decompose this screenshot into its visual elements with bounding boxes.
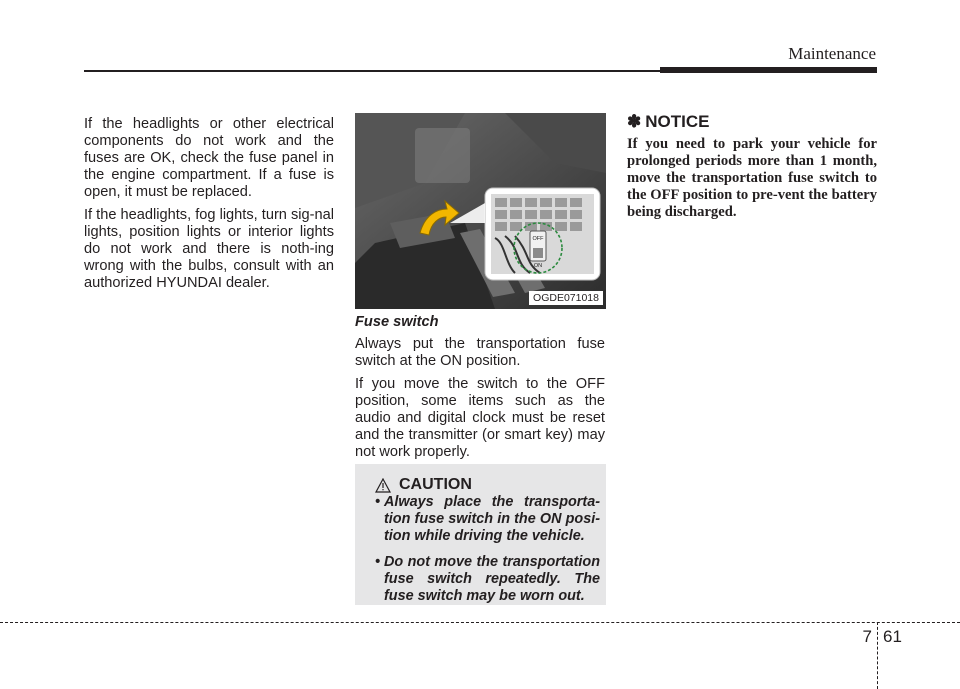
figure-code: OGDE071018 (529, 291, 603, 305)
list-item: • Do not move the transportation fuse switch repeatedly. The fuse switch may be worn out. (375, 554, 600, 604)
paragraph: If the headlights, fog lights, turn sig-nal lights, position lights or interior lights do not work and there is noth-ing wrong with the bulbs, consult with an authorized HYUNDAI dealer. (84, 207, 334, 291)
caution-list (366, 494, 600, 614)
warning-triangle-icon (375, 478, 391, 493)
header-rule (84, 70, 660, 72)
switch-off-label: OFF (532, 236, 544, 242)
header-rule-accent (660, 67, 877, 73)
list-item: • Always place the transporta-tion fuse switch in the ON posi-tion while driving the vehicle. (375, 494, 600, 544)
notice-title: NOTICE (645, 112, 710, 131)
paragraph: Always put the transportation fuse switch at the ON position. (355, 336, 605, 369)
left-column (84, 116, 334, 298)
page-number: 61 (883, 627, 902, 646)
notice-section (627, 112, 877, 221)
caution-header (375, 474, 472, 496)
footer-rule (0, 622, 960, 623)
caution-box (355, 464, 606, 605)
notice-symbol-icon: ✽ (627, 112, 642, 131)
fuse-panel-photo (355, 113, 606, 309)
page-number-separator (877, 622, 878, 689)
running-header: Maintenance (788, 44, 876, 63)
chapter-number: 7 (862, 627, 872, 646)
paragraph: If the headlights or other electrical components do not work and the fuses are OK, check the fuse panel in the engine compartment. If a fuse is open, it must be replaced. (84, 116, 334, 200)
paragraph: If you move the switch to the OFF position, some items such as the audio and digital clock must be reset and the transmitter (or smart key) may not work properly. (355, 376, 605, 460)
notice-header (627, 112, 877, 132)
fuse-panel-illustration (355, 113, 606, 309)
notice-body: If you need to park your vehicle for prolonged periods more than 1 month, move the transportation fuse switch to the OFF position to pre-vent the battery being discharged. (627, 136, 877, 220)
fuse-switch-section (355, 314, 605, 467)
section-heading: Fuse switch (355, 314, 439, 330)
switch-on-label: ON (533, 263, 543, 269)
caution-title: CAUTION (399, 476, 472, 493)
